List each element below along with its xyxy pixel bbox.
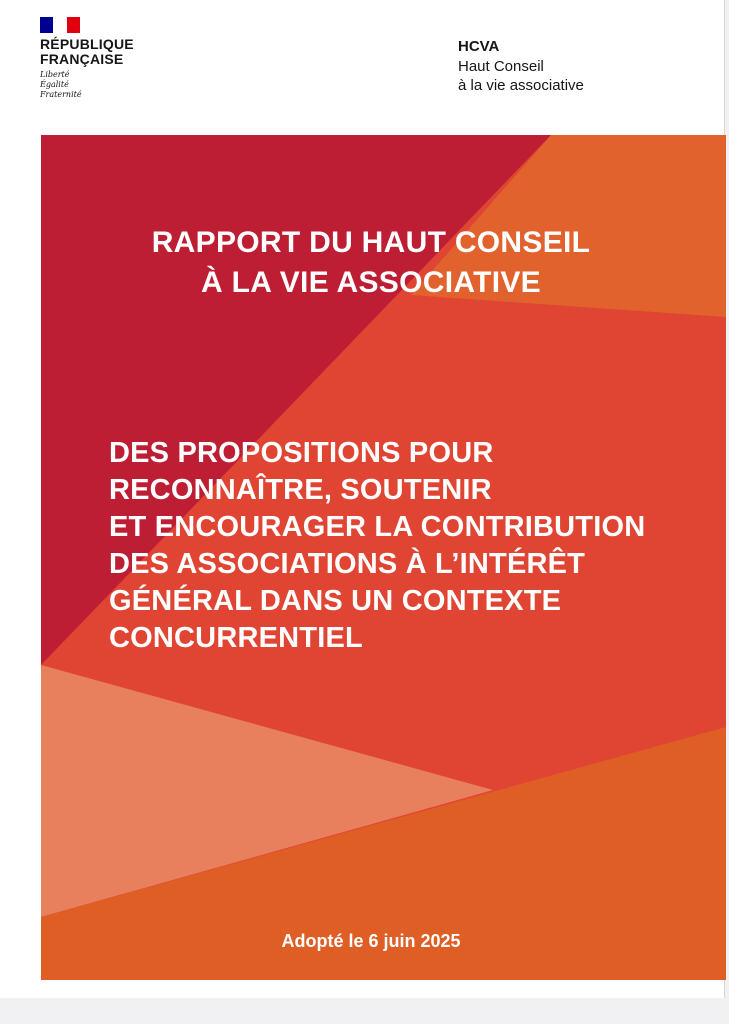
- report-title: RAPPORT DU HAUT CONSEIL À LA VIE ASSOCIATIVE: [151, 226, 591, 299]
- cover-banner: [41, 135, 726, 980]
- hcva-name-line2: à la vie associative: [458, 77, 584, 94]
- hcva-header: [458, 37, 584, 95]
- republique-francaise-wordmark: RÉPUBLIQUE FRANÇAISE: [40, 36, 134, 67]
- adoption-date: Adopté le 6 juin 2025: [281, 931, 461, 951]
- report-subtitle: DES PROPOSITIONS POUR RECONNAÎTRE, SOUTENIR ET ENCOURAGER LA CONTRIBUTION DES ASSOCIATIONS À L’INTÉRÊT GÉNÉRAL DANS UN CONTEXTE CONCURRENTIEL: [109, 437, 646, 654]
- hcva-name-line1: Haut Conseil: [458, 58, 544, 75]
- hcva-acronym: HCVA: [458, 38, 500, 55]
- republic-motto: Liberté Égalité Fraternité: [40, 70, 82, 99]
- french-flag-icon: [40, 17, 80, 33]
